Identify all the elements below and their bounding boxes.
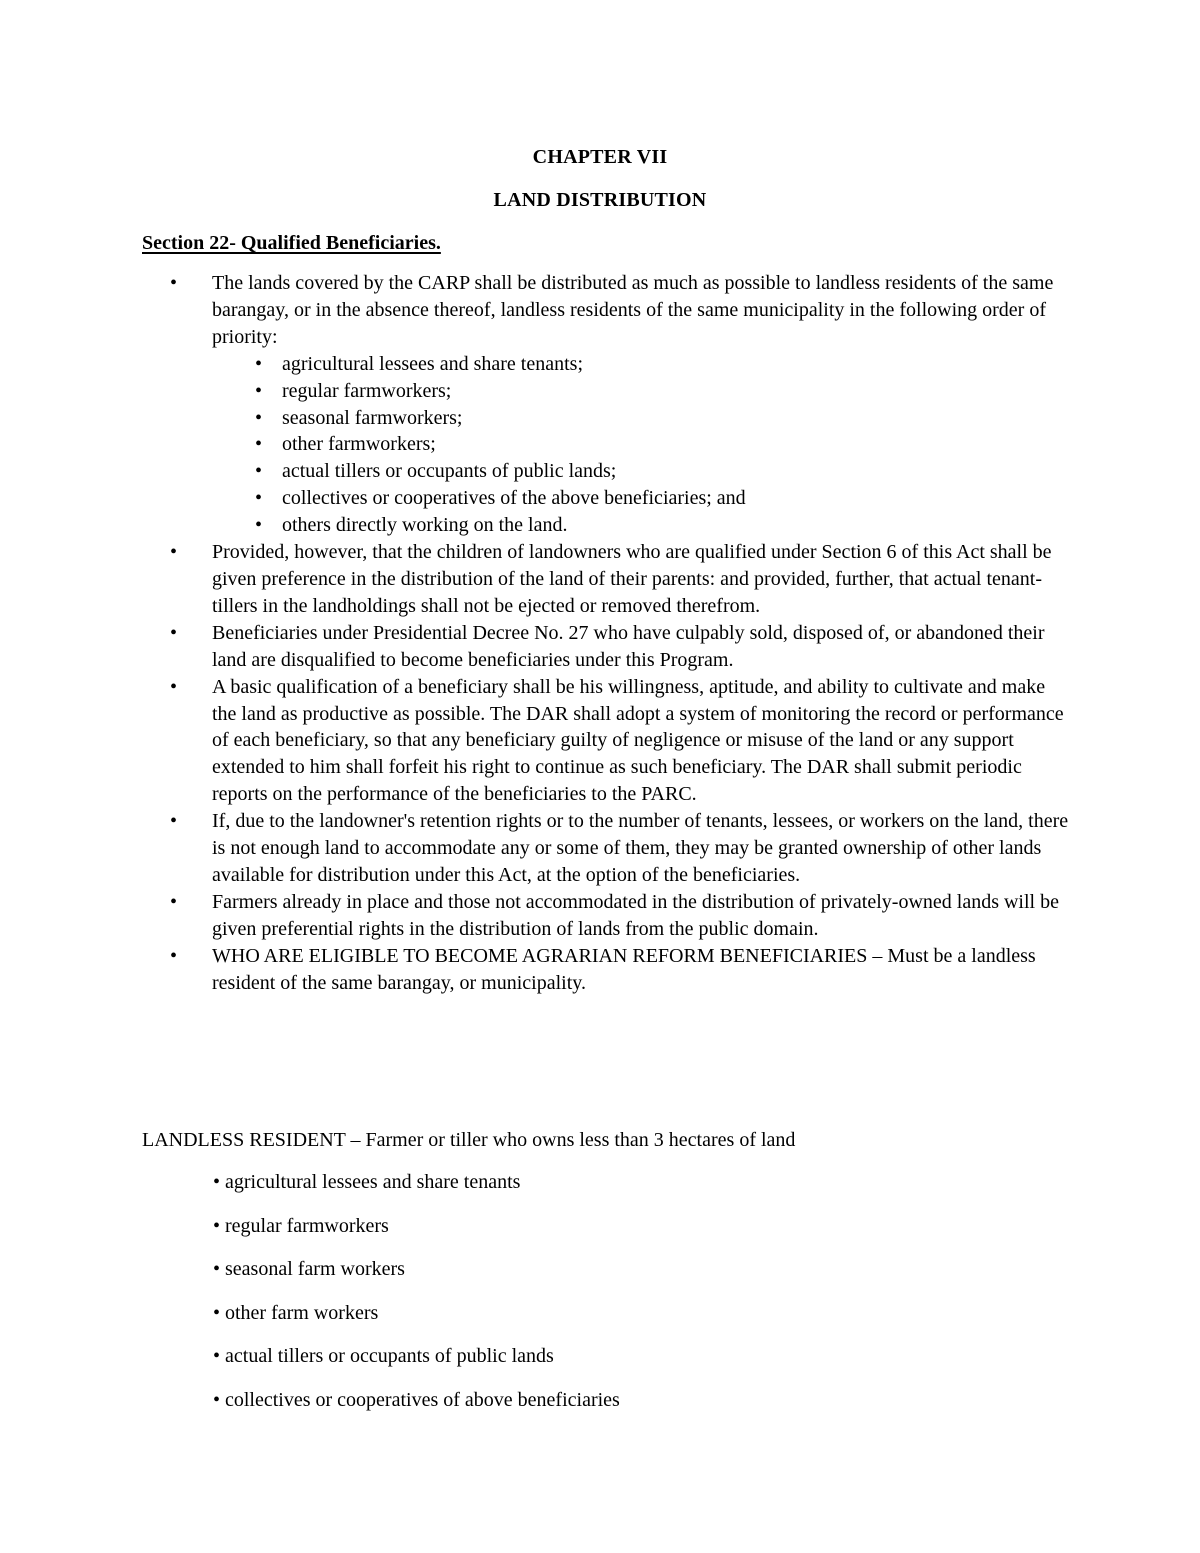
chapter-title: CHAPTER VII xyxy=(532,146,668,168)
sub-list-item: • regular farmworkers; xyxy=(212,378,1072,405)
sub-list-item: • agricultural lessees and share tenants; xyxy=(212,351,1072,378)
landless-list-item: • seasonal farm workers xyxy=(213,1258,405,1280)
list-item: • A basic qualification of a beneficiary shall be his willingness, aptitude, and ability to cultivate and make the land as productive as possible. The DAR shall adopt a system of monitoring the record or performance of each beneficiary, so that any beneficiary guilty of negligence or misuse of the land or any support extended to him shall forfeit his right to continue as such beneficiary. The DAR shall submit periodic reports on the performance of the beneficiaries to the PARC. xyxy=(142,674,1072,809)
list-item: • If, due to the landowner's retention rights or to the number of tenants, lessees, or workers on the land, there is not enough land to accommodate any or some of them, they may be granted ownership of other lands available for distribution under this Act, at the option of the beneficiaries. xyxy=(142,808,1072,889)
sub-list-item: • other farmworkers; xyxy=(212,431,1072,458)
sub-list-item: • collectives or cooperatives of the above beneficiaries; and xyxy=(212,485,1072,512)
landless-list-item: • actual tillers or occupants of public lands xyxy=(213,1345,554,1367)
list-item-text: The lands covered by the CARP shall be distributed as much as possible to landless residents of the same barangay, or in the absence thereof, landless residents of the same municipality in the following order of priority: xyxy=(212,272,1054,348)
qualified-beneficiaries-list xyxy=(142,270,1072,996)
landless-list-item: • collectives or cooperatives of above beneficiaries xyxy=(213,1388,620,1411)
list-item: • Farmers already in place and those not accommodated in the distribution of privately-owned lands will be given preferential rights in the distribution of lands from the public domain. xyxy=(142,889,1072,943)
landless-resident-definition: LANDLESS RESIDENT – Farmer or tiller who owns less than 3 hectares of land xyxy=(142,1129,796,1151)
sub-list-item: • others directly working on the land. xyxy=(212,512,1072,539)
landless-list-item: • other farm workers xyxy=(213,1301,379,1324)
list-item: • Beneficiaries under Presidential Decree No. 27 who have culpably sold, disposed of, or abandoned their land are disqualified to become beneficiaries under this Program. xyxy=(142,620,1072,674)
list-item: • WHO ARE ELIGIBLE TO BECOME AGRARIAN REFORM BENEFICIARIES – Must be a landless resident of the same barangay, or municipality. xyxy=(142,943,1072,997)
sub-list-item: • seasonal farmworkers; xyxy=(212,405,1072,432)
section-heading: Section 22- Qualified Beneficiaries. xyxy=(142,232,441,254)
landless-list-item: • agricultural lessees and share tenants xyxy=(213,1171,521,1193)
priority-order-list xyxy=(212,351,1072,539)
list-item: • Provided, however, that the children of landowners who are qualified under Section 6 of this Act shall be given preference in the distribution of the land of their parents: and provided, further, that actual tenant-tillers in the landholdings shall not be ejected or removed therefrom. xyxy=(142,539,1072,620)
chapter-subtitle: LAND DISTRIBUTION xyxy=(493,189,707,211)
landless-list-item: • regular farmworkers xyxy=(213,1214,389,1237)
landless-resident-list xyxy=(213,1169,620,1430)
list-item xyxy=(142,270,1072,539)
sub-list-item: • actual tillers or occupants of public lands; xyxy=(212,458,1072,485)
